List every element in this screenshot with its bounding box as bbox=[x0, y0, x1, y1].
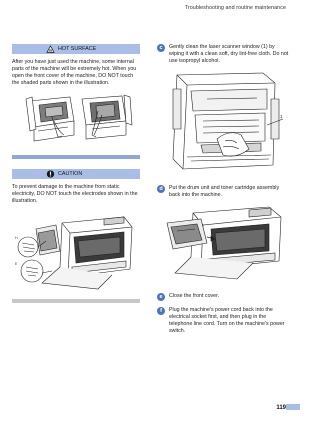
step-d bbox=[157, 185, 289, 199]
hot-surface-header bbox=[12, 44, 140, 54]
scanner-window-illustration bbox=[167, 69, 289, 177]
svg-text:E: E bbox=[15, 262, 18, 266]
hot-surface-warning-icon bbox=[46, 45, 55, 53]
section-divider bbox=[12, 155, 140, 159]
hot-surface-label: HOT SURFACE bbox=[58, 45, 97, 52]
page-number: 119 bbox=[276, 405, 286, 411]
step-text: Gently clean the laser scanner window (1) by wiping it with a clean soft, dry lint-free cloth. Do not use isopropyl alcohol. bbox=[169, 44, 289, 64]
step-text: Put the drum unit and toner cartridge assembly back into the machine. bbox=[169, 185, 280, 198]
step-number: e bbox=[157, 293, 165, 301]
step-number: d bbox=[157, 185, 165, 193]
hot-surface-illustration bbox=[12, 91, 140, 143]
step-number: c bbox=[157, 44, 165, 52]
step-text: Close the front cover. bbox=[169, 293, 220, 299]
step-number: f bbox=[157, 307, 165, 315]
callout-number: 1 bbox=[280, 114, 283, 119]
running-header: Troubleshooting and routine maintenance bbox=[184, 5, 286, 11]
step-f bbox=[157, 307, 289, 335]
left-column bbox=[12, 44, 140, 303]
caution-label: CAUTION bbox=[58, 170, 83, 177]
hot-surface-text: After you have just used the machine, some internal parts of the machine will be extremely hot. When you open the front cover of the machine, DO NOT touch the shaded parts shown in the illustration. bbox=[12, 59, 137, 86]
svg-text:H: H bbox=[15, 236, 18, 240]
caution-icon bbox=[46, 170, 55, 178]
step-text: Plug the machine's power cord back into the electrical socket first, and then plug in the telephone line cord. Turn on the machine's power switch. bbox=[169, 307, 285, 334]
caution-header bbox=[12, 169, 140, 179]
step-e bbox=[157, 293, 289, 300]
right-column bbox=[157, 44, 289, 335]
caution-text: To prevent damage to the machine from static electricity, DO NOT touch the electrodes shown in the illustration. bbox=[12, 184, 138, 204]
page-tab-marker bbox=[286, 404, 300, 410]
section-divider-bottom bbox=[12, 299, 140, 303]
drum-reinstall-illustration bbox=[157, 203, 289, 283]
step-c bbox=[157, 44, 289, 65]
caution-illustration bbox=[12, 211, 140, 293]
